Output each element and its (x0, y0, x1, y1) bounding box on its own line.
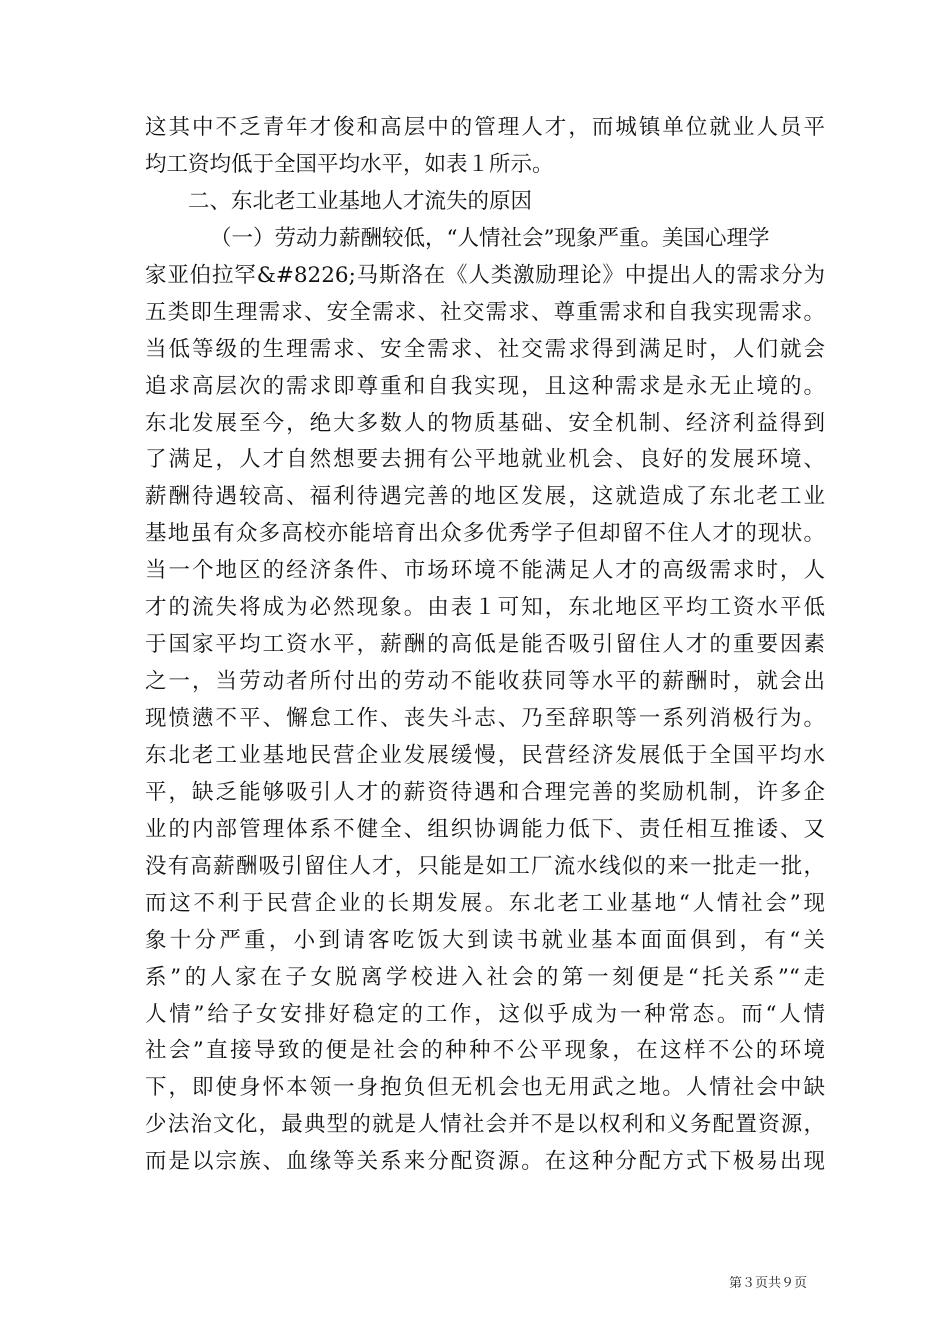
text-line: 基地虽有众多高校亦能培育出众多优秀学子但却留不住人才的现状。 (145, 521, 825, 547)
document-body (145, 110, 825, 1181)
text-line: 才的流失将成为必然现象。由表１可知，东北地区平均工资水平低 (145, 595, 825, 621)
text-line: 少法治文化，最典型的就是人情社会并不是以权利和义务配置资源， (145, 1112, 825, 1138)
text-line: 下，即使身怀本领一身抱负但无机会也无用武之地。人情社会中缺 (145, 1075, 825, 1101)
text-line: 人情”给子女安排好稳定的工作，这似乎成为一种常态。而“人情 (145, 1001, 825, 1027)
section-heading: 二、东北老工业基地人才流失的原因 (188, 188, 533, 214)
text-line: 象十分严重，小到请客吃饭大到读书就业基本面面俱到，有“关 (145, 927, 825, 953)
text-line: 而这不利于民营企业的长期发展。东北老工业基地“人情社会”现 (145, 890, 825, 916)
subsection-heading-line: （一）劳动力薪酬较低，“人情社会”现象严重。美国心理学 (210, 225, 770, 251)
text-line: 当低等级的生理需求、安全需求、社交需求得到满足时，人们就会 (145, 336, 825, 362)
text-line: 东北发展至今，绝大多数人的物质基础、安全机制、经济利益得到 (145, 410, 825, 436)
text-line: 东北老工业基地民营企业发展缓慢，民营经济发展低于全国平均水 (145, 742, 825, 768)
text-line: 于国家平均工资水平，薪酬的高低是能否吸引留住人才的重要因素 (145, 632, 825, 658)
text-line: 了满足，人才自然想要去拥有公平地就业机会、良好的发展环境、 (145, 447, 825, 473)
page-number-indicator: 第３页共９页 (728, 1276, 807, 1291)
text-line: 均工资均低于全国平均水平，如表１所示。 (145, 151, 554, 177)
text-line: 五类即生理需求、安全需求、社交需求、尊重需求和自我实现需求。 (145, 299, 825, 325)
text-line: 社会”直接导致的便是社会的种种不公平现象，在这样不公的环境 (145, 1038, 825, 1064)
text-line: 追求高层次的需求即尊重和自我实现，且这种需求是永无止境的。 (145, 373, 825, 399)
text-line: 系”的人家在子女脱离学校进入社会的第一刻便是“托关系”“走 (145, 964, 825, 990)
text-line: 而是以宗族、血缘等关系来分配资源。在这种分配方式下极易出现 (145, 1149, 825, 1175)
text-line: 家亚伯拉罕&#8226;马斯洛在《人类激励理论》中提出人的需求分为 (145, 262, 825, 288)
page-footer (0, 1272, 950, 1291)
text-line: 当一个地区的经济条件、市场环境不能满足人才的高级需求时，人 (145, 558, 825, 584)
text-line: 没有高薪酬吸引留住人才，只能是如工厂流水线似的来一批走一批， (145, 853, 825, 879)
text-line: 现愤懑不平、懈怠工作、丧失斗志、乃至辞职等一系列消极行为。 (145, 706, 825, 731)
text-line: 之一，当劳动者所付出的劳动不能收获同等水平的薪酬时，就会出 (145, 669, 825, 695)
text-line: 这其中不乏青年才俊和高层中的管理人才，而城镇单位就业人员平 (145, 115, 825, 140)
text-line: 薪酬待遇较高、福利待遇完善的地区发展，这就造成了东北老工业 (145, 484, 825, 510)
text-line: 平，缺乏能够吸引人才的薪资待遇和合理完善的奖励机制，许多企 (145, 779, 825, 805)
text-line: 业的内部管理体系不健全、组织协调能力低下、责任相互推诿、又 (145, 816, 825, 842)
